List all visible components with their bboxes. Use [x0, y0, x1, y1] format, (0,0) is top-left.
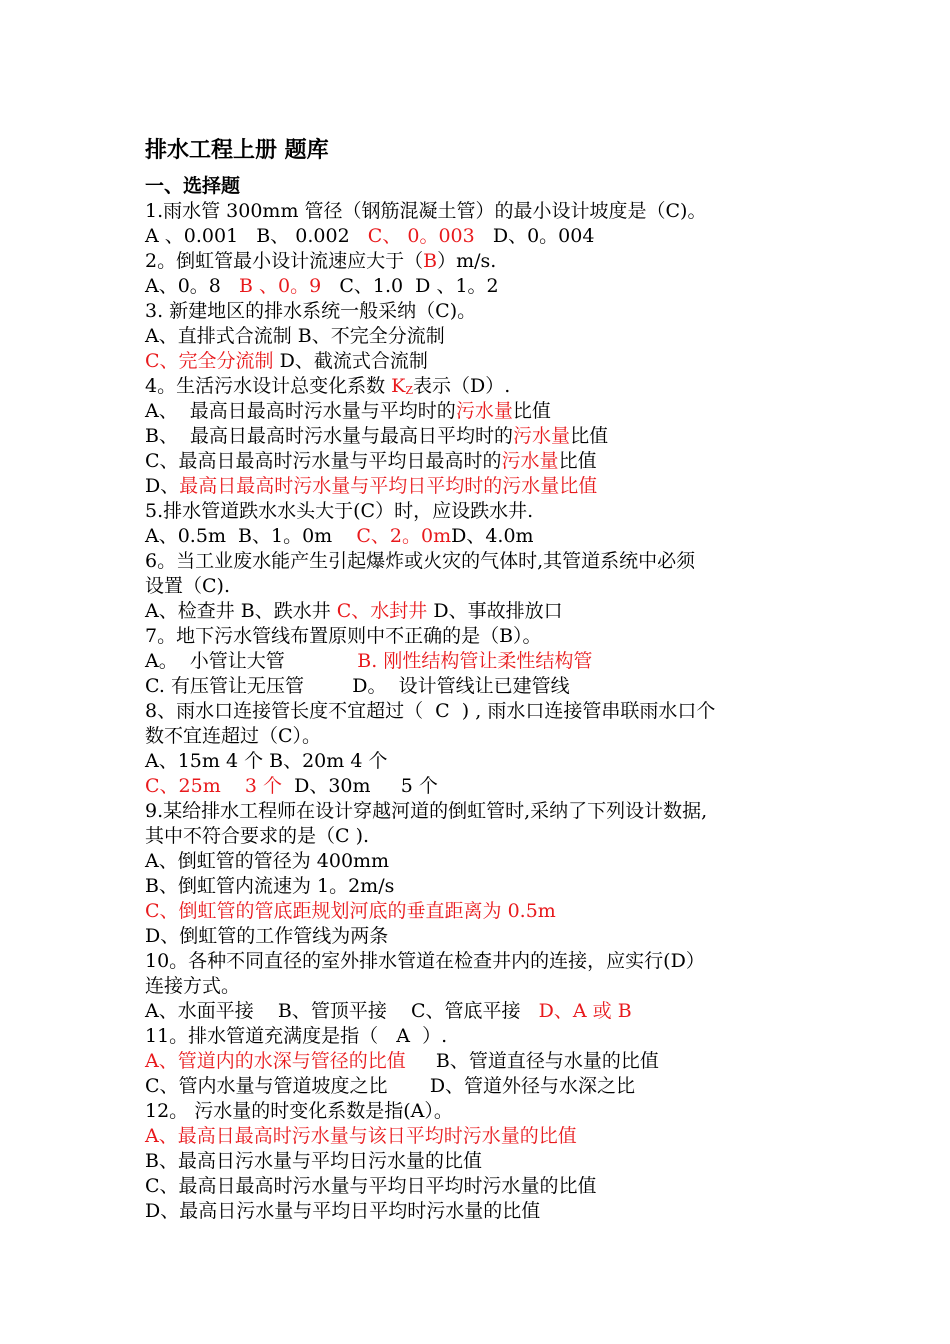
- text-line: [145, 1049, 845, 1074]
- text-line: [145, 474, 845, 499]
- text-line: [145, 324, 845, 349]
- question-text: A 、0.001 B、 0.002: [145, 225, 368, 247]
- text-line: [145, 899, 845, 924]
- question-list: [145, 199, 845, 1224]
- question-text: 连接方式。: [145, 975, 241, 997]
- answer-text: C、 0。003: [367, 225, 475, 247]
- question-text: C、最高日最高时污水量与平均日平均时污水量的比值: [145, 1175, 597, 1197]
- question-text: 比值: [512, 400, 551, 422]
- question-text: 其中不符合要求的是（C ).: [145, 825, 370, 847]
- text-line: [145, 224, 845, 249]
- answer-text: 污水量: [513, 425, 571, 447]
- text-line: [145, 874, 845, 899]
- question-text: C、最高日最高时污水量与平均日最高时的: [145, 450, 502, 472]
- question-text: D、截流式合流制: [273, 350, 428, 372]
- text-line: [145, 1199, 845, 1224]
- text-line: [145, 1174, 845, 1199]
- question-text: D、倒虹管的工作管线为两条: [145, 925, 389, 947]
- question-text: D、事故排放口: [427, 600, 563, 622]
- question-text: 9.某给排水工程师在设计穿越河道的倒虹管时,采纳了下列设计数据,: [145, 800, 708, 822]
- question-text: 比值: [570, 425, 609, 447]
- answer-text: B: [423, 250, 438, 272]
- question-text: 1.雨水管 300mm 管径（钢筋混凝土管）的最小设计坡度是（C)。: [145, 200, 707, 222]
- text-line: [145, 424, 845, 449]
- question-text: 11。排水管道充满度是指（ A ）.: [145, 1025, 448, 1047]
- question-text: A、0。8: [145, 275, 240, 297]
- question-text: 6。当工业废水能产生引起爆炸或火灾的气体时,其管道系统中必须: [145, 550, 696, 572]
- text-line: [145, 624, 845, 649]
- question-text: A、15m 4 个 B、20m 4 个: [145, 750, 388, 772]
- question-text: ）m/s.: [437, 250, 497, 272]
- answer-text: B. 刚性结构管让柔性结构管: [357, 650, 593, 672]
- text-line: [145, 449, 845, 474]
- text-line: [145, 249, 845, 274]
- text-line: [145, 374, 845, 399]
- answer-text: 污水量: [501, 450, 559, 472]
- question-text: 12。 污水量的时变化系数是指(A）。: [145, 1100, 453, 1122]
- question-text: A。 小管让大管: [145, 650, 358, 672]
- section-heading: 一、选择题: [145, 175, 241, 197]
- answer-text: C、倒虹管的管底距规划河底的垂直距离为 0.5m: [145, 900, 556, 922]
- text-line: [145, 399, 845, 424]
- question-text: B、管道直径与水量的比值: [405, 1050, 659, 1072]
- document-page: [145, 136, 845, 1224]
- question-text: D、最高日污水量与平均日平均时污水量的比值: [145, 1200, 541, 1222]
- question-text: 设置（C).: [145, 575, 230, 597]
- answer-text: C、2。0m: [356, 525, 452, 547]
- question-text: A、0.5m B、1。0m: [145, 525, 357, 547]
- text-line: [145, 524, 845, 549]
- question-text: C、1.0 D 、1。2: [321, 275, 499, 297]
- text-line: [145, 1024, 845, 1049]
- question-text: B、倒虹管内流速为 1。2m/s: [145, 875, 395, 897]
- text-line: [145, 749, 845, 774]
- text-line: [145, 1074, 845, 1099]
- question-text: A、直排式合流制 B、不完全分流制: [145, 325, 445, 347]
- text-line: [145, 299, 845, 324]
- text-line: [145, 724, 845, 749]
- text-line: [145, 949, 845, 974]
- question-text: 2。倒虹管最小设计流速应大于（: [145, 250, 424, 272]
- text-line: [145, 824, 845, 849]
- text-line: [145, 649, 845, 674]
- answer-text: C、完全分流制: [145, 350, 274, 372]
- question-text: D、4.0m: [451, 525, 534, 547]
- question-text: 3. 新建地区的排水系统一般采纳（C)。: [145, 300, 477, 322]
- question-text: 7。地下污水管线布置原则中不正确的是（B）。: [145, 625, 542, 647]
- question-text: A、 最高日最高时污水量与平均时的: [145, 400, 456, 422]
- text-line: [145, 1149, 845, 1174]
- text-line: [145, 199, 845, 224]
- question-text: B、 最高日最高时污水量与最高日平均时的: [145, 425, 514, 447]
- answer-text: C、水封井: [336, 600, 428, 622]
- question-text: C、管内水量与管道坡度之比 D、管道外径与水深之比: [145, 1075, 636, 1097]
- text-line: [145, 849, 845, 874]
- question-text: D、: [145, 475, 180, 497]
- question-text: 比值: [558, 450, 597, 472]
- text-line: [145, 924, 845, 949]
- answer-text: A、最高日最高时污水量与该日平均时污水量的比值: [145, 1125, 577, 1147]
- text-line: [145, 674, 845, 699]
- text-line: [145, 774, 845, 799]
- text-line: [145, 1099, 845, 1124]
- answer-text: 污水量: [455, 400, 513, 422]
- question-text: 8、雨水口连接管长度不宜超过（ C ) , 雨水口连接管串联雨水口个: [145, 700, 716, 722]
- question-text: 数不宜连超过（C）。: [145, 725, 322, 747]
- question-text: D、0。004: [474, 225, 595, 247]
- text-line: [145, 549, 845, 574]
- text-line: [145, 574, 845, 599]
- document-title: 排水工程上册 题库: [145, 138, 329, 163]
- text-line: [145, 599, 845, 624]
- text-line: [145, 799, 845, 824]
- answer-text: A、管道内的水深与管径的比值: [145, 1050, 406, 1072]
- answer-text: K: [391, 375, 406, 397]
- text-line: [145, 999, 845, 1024]
- question-text: D、30m 5 个: [282, 775, 438, 797]
- text-line: [145, 499, 845, 524]
- text-line: [145, 349, 845, 374]
- text-line: [145, 1124, 845, 1149]
- question-text: 4。生活污水设计总变化系数: [145, 375, 392, 397]
- question-text: 10。各种不同直径的室外排水管道在检查井内的连接，应实行(D）: [145, 950, 705, 972]
- answer-text: 最高日最高时污水量与平均日平均时的污水量比值: [179, 475, 598, 497]
- answer-text: Z: [405, 384, 413, 397]
- question-text: B、最高日污水量与平均日污水量的比值: [145, 1150, 482, 1172]
- answer-text: B 、0。9: [239, 275, 322, 297]
- text-line: [145, 699, 845, 724]
- question-text: A、水面平接 B、管顶平接 C、管底平接: [145, 1000, 539, 1022]
- text-line: [145, 274, 845, 299]
- answer-text: D、A 或 B: [538, 1000, 632, 1022]
- question-text: A、检查井 B、跌水井: [145, 600, 337, 622]
- question-text: 表示（D）.: [413, 375, 511, 397]
- question-text: A、倒虹管的管径为 400mm: [145, 850, 390, 872]
- text-line: [145, 974, 845, 999]
- answer-text: C、25m 3 个: [145, 775, 283, 797]
- question-text: 5.排水管道跌水水头大于(C）时，应设跌水井.: [145, 500, 534, 522]
- question-text: C. 有压管让无压管 D。 设计管线让已建管线: [145, 675, 570, 697]
